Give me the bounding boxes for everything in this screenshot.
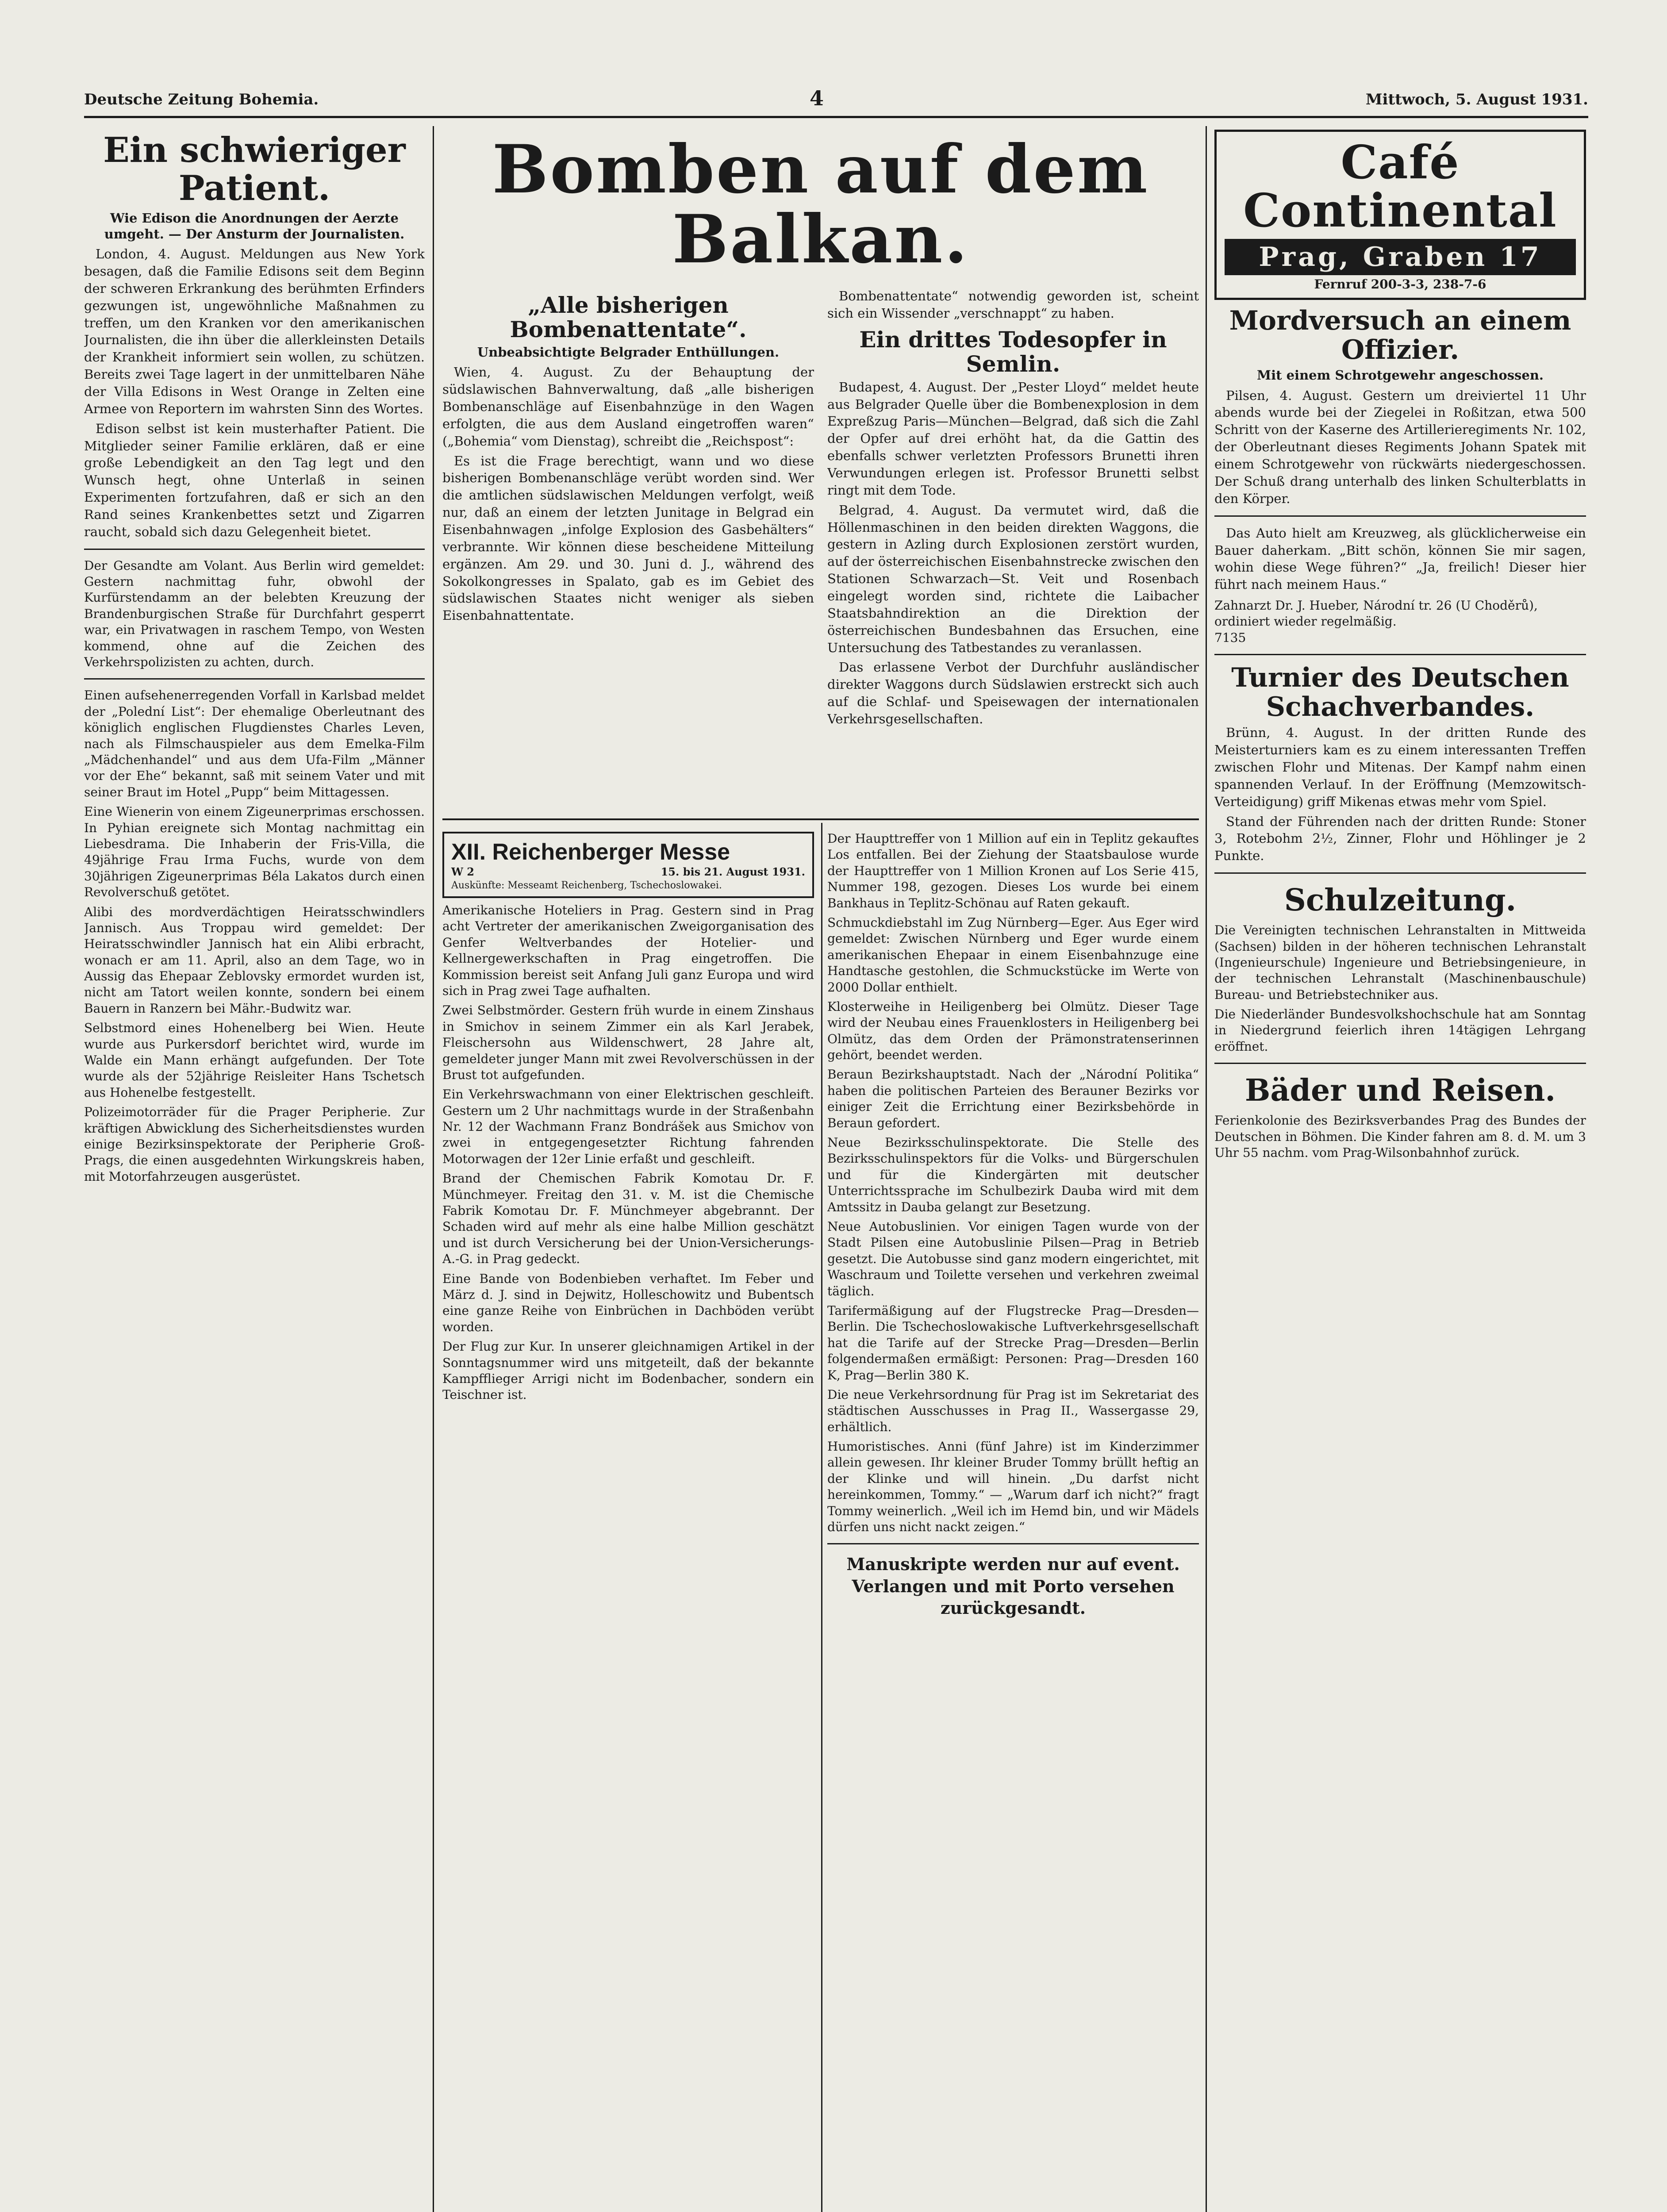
news-item: Die Vereinigten technischen Lehranstalten in Mittweida (Sachsen) bilden in der höheren technischen Lehranstalt (Ingenieurschule) Ingenieure und Betriebsingenieure, in der technischen Lehranstalt (Maschinenbauschule) Bureau- und Betriebstechniker aus. — [1214, 923, 1586, 1002]
header-rule — [84, 116, 1588, 118]
section-heading: Bäder und Reisen. — [1244, 1073, 1556, 1109]
article-subhead: Unbeabsichtigte Belgrader Enthüllungen. — [477, 345, 780, 360]
article-headline: Ein drittes Todesopfer in Semlin. — [859, 326, 1167, 377]
article-paragraph: Belgrad, 4. August. Da vermutet wird, daß die Höllenmaschinen in den beiden direkten Waggons, die gestern in Azling durch Explosionen zerstört wurden, auf der österreichischen Eisenbahnstrecke zwischen den Stationen Schwarzach—St. Veit und Rosenbach eingelegt worden sind, richtete die Laibacher Staatsbahndirektion an die Direktion der österreichischen Bundesbahnen das Ersuchen, eine Untersuchung des Tatbestandes zu veranlassen. — [827, 502, 1199, 655]
cafe-advertisement — [1214, 130, 1586, 300]
dentist-number: 7135 — [1214, 630, 1246, 645]
divider — [1214, 654, 1586, 655]
trade-fair-dates: 15. bis 21. August 1931. — [661, 865, 805, 878]
news-item: Eine Wienerin von einem Zigeunerprimas erschossen. In Pyhian ereignete sich Montag nachmittag ein Liebesdrama. Die Inhaberin der Fris-Villa, die 49jährige Frau Irma Fuchs, wurde von dem 30jährigen Zigeunerprimas Béla Lakatos durch einen Revolverschuß getötet. — [84, 804, 425, 900]
news-item: Neue Bezirksschulinspektorate. Die Stelle des Bezirksschulinspektors für die Volks- und Bürgerschulen und für die Kindergärten mit deutscher Unterrichtssprache im Schulbezirk Dauba wird mit dem Amtssitz in Dauba gelangt zur Besetzung. — [827, 1135, 1199, 1214]
news-item: Ein Verkehrswachmann von einer Elektrischen geschleift. Gestern um 2 Uhr nachmittags wurde in der Straßenbahn Nr. 12 der Wachmann Franz Bondrášek aus Smichov von zwei in entgegengesetzter Richtung fahrenden Motorwagen der 12er Linie erfaßt und geschleift. — [442, 1087, 814, 1166]
article-headline: Mordversuch an einem Offizier. — [1229, 305, 1571, 366]
cafe-name: Café Continental — [1243, 135, 1557, 238]
article-headline: „Alle bisherigen Bombenattentate“. — [510, 292, 747, 342]
page-number: 4 — [810, 86, 824, 110]
news-item: Die Niederländer Bundesvolkshochschule hat am Sonntag in Niedergrund feierlich ihren 14tägigen Lehrgang eröffnet. — [1214, 1007, 1586, 1054]
news-item: Neue Autobuslinien. Vor einigen Tagen wurde von der Stadt Pilsen eine Autobuslinie Pilsen—Prag in Betrieb gesetzt. Die Autobusse sind ganz modern eingerichtet, mit Waschraum und Toilette versehen und verkehren zweimal täglich. — [827, 1219, 1199, 1298]
trade-fair-number: W 2 — [451, 865, 475, 878]
article-paragraph: Das erlassene Verbot der Durchfuhr ausländischer direkter Waggons durch Südslawien erstreckt sich auch auf die Schlaf- und Speisewagen der internationalen Verkehrsgesellschaften. — [827, 660, 1199, 727]
news-item: Beraun Bezirkshauptstadt. Nach der „Národní Politika“ haben die politischen Parteien des Berauner Bezirks vor einiger Zeit die Errichtung einer Bezirksbehörde in Beraun gefordert. — [827, 1067, 1199, 1130]
article-headline-edison: Ein schwieriger Patient. — [103, 130, 406, 208]
news-item: Amerikanische Hoteliers in Prag. Gestern sind in Prag acht Vertreter der amerikanischen Zweigorganisation des Genfer Weltverbandes der Hotelier- und Kellnergewerkschaften in Prag eingetroffen. Die Kommission bereist seit Anfang Juli ganz Europa und wird sich in Prag zwei Tage aufhalten. — [442, 903, 814, 998]
column-2 — [442, 827, 814, 2212]
trade-fair-info: Auskünfte: Messeamt Reichenberg, Tschechoslowakei. — [451, 880, 722, 891]
divider — [1214, 872, 1586, 874]
dentist-text: Zahnarzt Dr. J. Hueber, Národní tr. 26 (U Choděrů), ordiniert wieder regelmäßig. — [1214, 598, 1538, 629]
news-item: Humoristisches. Anni (fünf Jahre) ist im Kinderzimmer allein gewesen. Ihr kleiner Bruder Tommy brüllt heftig an der Klinke und will hinein. „Du darfst nicht hereinkommen, Tommy.“ — „Warum darf ich nicht?“ fragt Tommy weinerlich. „Weil ich im Hemd bin, und wir Mädels dürfen uns nicht nackt zeigen.“ — [827, 1439, 1199, 1535]
column-3 — [827, 827, 1199, 2212]
divider — [84, 678, 425, 680]
news-item: Klosterweihe in Heiligenberg bei Olmütz. Dieser Tage wird der Neubau eines Frauenklosters in Heiligenberg bei Olmütz, das dem Orden der Prämonstratenserinnen gehört, beendet werden. — [827, 999, 1199, 1063]
divider — [1214, 515, 1586, 517]
article-paragraph: Pilsen, 4. August. Gestern um dreiviertel 11 Uhr abends wurde bei der Ziegelei in Roßitzan, etwa 500 Schritt von der Kaserne des Artillerieregiments Nr. 102, der Oberleutnant dieses Regiments Johann Spatek mit einem Schrotgewehr von rückwärts niedergeschossen. Der Schuß drang unterhalb des linken Schulterblatts in den Körper. — [1214, 388, 1586, 506]
cafe-phone: Fernruf 200-3-3, 238-7-6 — [1314, 277, 1486, 292]
article-paragraph: Edison selbst ist kein musterhafter Patient. Die Mitglieder seiner Familie erklären, daß er eine große Lebendigkeit an den Tag legt und den Wunsch hegt, ohne Unterlaß in seinen Experimenten fortzufahren, daß er sich an den Rand seines Krankenbettes setzt und Zigarren raucht, sobald sich dazu Gelegenheit bietet. — [84, 421, 425, 539]
issue-date: Mittwoch, 5. August 1931. — [1365, 91, 1588, 108]
trade-fair-dates-row — [451, 865, 805, 878]
news-item: Der Gesandte am Volant. Aus Berlin wird gemeldet: Gestern nachmittag fuhr, obwohl der Kurfürstendamm an der belebten Kreuzung der Brandenburgischen Straße für Durchfahrt gesperrt war, ein Privatwagen in raschem Tempo, von Westen kommend, ohne auf die Zeichen des Verkehrspolizisten zu achten, durch. — [84, 558, 425, 670]
news-item: Zwei Selbstmörder. Gestern früh wurde in einem Zinshaus in Smichov in seinem Zimmer ein als Karl Jerabek, Fleischersohn aus Wildenschwert, 28 Jahre alt, gemeldeter junger Mann mit zwei Revolverschüssen in der Brust tot aufgefunden. — [442, 1003, 814, 1082]
news-item: Einen aufsehenerregenden Vorfall in Karlsbad meldet der „Polední List“: Der ehemalige Oberleutnant des königlich englischen Flugdienstes Charles Leven, nach als Filmschauspieler aus dem Emelka-Film „Mädchenhandel“ und aus dem Ufa-Film „Männer vor der Ehe“ bekannt, saß mit seinem Vater und mit seiner Braut im Hotel „Pupp“ beim Mittagessen. — [84, 688, 425, 799]
banner-headline: Bomben auf dem Balkan. — [492, 131, 1149, 278]
column-divider — [1206, 126, 1207, 2212]
section-heading: Schulzeitung. — [1284, 883, 1517, 918]
page-header — [84, 86, 1588, 113]
column-1 — [84, 126, 425, 2212]
column-4 — [1214, 126, 1586, 2212]
balkan-col-right — [827, 288, 1199, 730]
news-item: Schmuckdiebstahl im Zug Nürnberg—Eger. Aus Eger wird gemeldet: Zwischen Nürnberg und Eger wurde einem amerikanischen Ehepaar in einem Eisenbahnzuge eine Handtasche gestohlen, die Schmuckstücke im Werte von 2000 Dollar enthielt. — [827, 915, 1199, 995]
balkan-article — [442, 126, 1199, 816]
divider — [827, 1543, 1199, 1544]
news-item: Die neue Verkehrsordnung für Prag ist im Sekretariat des städtischen Ausschusses in Prag II., Wassergasse 29, erhältlich. — [827, 1387, 1199, 1434]
manuscript-notice: Manuskripte werden nur auf event. Verlangen und mit Porto versehen zurückgesandt. — [846, 1554, 1180, 1618]
cafe-address: Prag, Graben 17 — [1225, 239, 1576, 275]
divider — [84, 549, 425, 550]
dentist-notice — [1214, 598, 1586, 646]
article-paragraph: Es ist die Frage berechtigt, wann und wo diese bisherigen Bombenanschläge verübt worden sind. Wer die amtlichen südslawischen Meldungen verfolgt, weiß nur, daß an einem der letzten Junitage in Belgrad ein Eisenbahnwagen „infolge Explosion des Gasbehälters“ verbrannte. Wir können diese bescheidene Mitteilung ergänzen. Am 29. und 30. Juni d. J., während des Sokolkongresses in Spalato, gab es im Gebiet des südslawischen Staates nicht weniger als sieben Eisenbahnattentate. — [442, 453, 814, 623]
article-paragraph: Stand der Führenden nach der dritten Runde: Stoner 3, Rotebohm 2½, Zinner, Flohr und Höhlinger je 2 Punkte. — [1214, 814, 1586, 864]
article-paragraph: Wien, 4. August. Zu der Behauptung der südslawischen Bahnverwaltung, daß „alle bisherigen Bombenanschläge auf Eisenbahnzüge in den Wagen erfolgten, die aus dem Ausland eingetroffen waren“ („Bohemia“ vom Dienstag), schreibt die „Reichspost“: — [442, 365, 814, 449]
article-paragraph: Das Auto hielt am Kreuzweg, als glücklicherweise ein Bauer daherkam. „Bitt schön, können Sie mir sagen, wohin diese Wege führen?“ „Ja, freilich! Dieser hier führt nach meinem Haus.“ — [1214, 525, 1586, 592]
balkan-col-left — [442, 288, 814, 730]
article-paragraph: Bombenattentate“ notwendig geworden ist, scheint sich ein Wissender „verschnappt“ zu haben. — [827, 288, 1199, 321]
news-item: Brand der Chemischen Fabrik Komotau Dr. F. Münchmeyer. Freitag den 31. v. M. ist die Chemische Fabrik Komotau Dr. F. Münchmeyer abgebrannt. Der Schaden wird auf mehr als eine halbe Million geschätzt und ist durch Versicherung bei der Union-Versicherungs-A.-G. in Prag gedeckt. — [442, 1171, 814, 1267]
article-paragraph: London, 4. August. Meldungen aus New York besagen, daß die Familie Edisons seit dem Beginn der schweren Erkrankung des berühmten Erfinders gezwungen ist, ungewöhnliche Maßnahmen zu treffen, um den Kranken vor den amerikanischen Journalisten, die ihn über die allerkleinsten Details der Krankheit informiert sein wollen, zu schützen. Bereits zwei Tage lagert in der unmittelbaren Nähe der Villa Edisons in West Orange in Zelten eine Armee von Reportern im wahrsten Sinn des Wortes. — [84, 246, 425, 416]
news-item: Eine Bande von Bodenbieben verhaftet. Im Feber und März d. J. sind in Dejwitz, Holleschowitz und Bubentsch eine ganze Reihe von Einbrüchen in Dachböden verübt worden. — [442, 1271, 814, 1334]
section-rule — [442, 818, 1199, 820]
news-item: Tarifermäßigung auf der Flugstrecke Prag—Dresden—Berlin. Die Tschechoslowakische Luftverkehrsgesellschaft hat die Tarife auf der Strecke Prag—Dresden—Berlin folgendermaßen ermäßigt: Personen: Prag—Dresden 160 K, Prag—Berlin 380 K. — [827, 1303, 1199, 1382]
news-item: Selbstmord eines Hohenelberg bei Wien. Heute wurde aus Purkersdorf berichtet wird, wurde im Walde ein Mann erhängt aufgefunden. Der Tote wurde als der 52jährige Reisleiter Hans Tschetsch aus Hohenelbe festgestellt. — [84, 1021, 425, 1100]
news-item: Polizeimotorräder für die Prager Peripherie. Zur kräftigen Abwicklung des Sicherheitsdienstes wurden einige Bezirksinspektorate der Peripherie Groß-Prags, die einen ausgedehnten Wirkungskreis haben, mit Motorfahrzeugen ausgerüstet. — [84, 1105, 425, 1184]
news-item: Der Flug zur Kur. In unserer gleichnamigen Artikel in der Sonntagsnummer wird uns mitgeteilt, daß der bekannte Kampfflieger Arrigi nicht im Bodenbacher, sondern ein Teischner ist. — [442, 1339, 814, 1402]
article-subhead: Mit einem Schrotgewehr angeschossen. — [1257, 368, 1544, 383]
news-item: Ferienkolonie des Bezirksverbandes Prag des Bundes der Deutschen in Böhmen. Die Kinder fahren am 8. d. M. um 3 Uhr 55 nachm. vom Prag-Wilsonbahnhof zurück. — [1214, 1113, 1586, 1160]
newspaper-name: Deutsche Zeitung Bohemia. — [84, 91, 319, 108]
column-divider — [433, 126, 434, 2212]
article-headline: Turnier des Deutschen Schachverbandes. — [1231, 662, 1569, 723]
article-subhead: Wie Edison die Anordnungen der Aerzte umgeht. — Der Ansturm der Journalisten. — [104, 210, 405, 242]
trade-fair-title: XII. Reichenberger Messe — [451, 839, 730, 865]
article-paragraph: Brünn, 4. August. In der dritten Runde des Meisterturniers kam es zu einem interessanten Treffen zwischen Flohr und Mitenas. Der Kampf nahm einen spannenden Verlauf. In der Eröffnung (Memzowitsch-Verteidigung) griff Mikenas etwas mehr vom Spiel. — [1214, 725, 1586, 809]
divider — [1214, 1063, 1586, 1064]
column-divider — [821, 823, 822, 2212]
trade-fair-ad — [442, 832, 814, 898]
article-paragraph: Budapest, 4. August. Der „Pester Lloyd“ meldet heute aus Belgrader Quelle über die Bombenexplosion in dem Expreßzug Paris—München—Belgrad, daß sich die Zahl der Opfer auf drei erhöht hat, da die Gattin des ebenfalls schwer verletzten Professors Brunetti ihren Verwundungen erlegen ist. Professor Brunetti selbst ringt mit dem Tode. — [827, 379, 1199, 498]
news-item: Alibi des mordverdächtigen Heiratsschwindlers Jannisch. Aus Troppau wird gemeldet: Der Heiratsschwindler Jannisch hat ein Alibi erbracht, wonach er am 11. April, also an dem Tage, wo in Aussig das Ehepaar Zeblovsky ermordet wurden ist, nicht am Tatort weilen konnte, sondern bei einem Bauern in Ranzern bei Mähr.-Budwitz war. — [84, 904, 425, 1016]
news-item: Der Haupttreffer von 1 Million auf ein in Teplitz gekauftes Los entfallen. Bei der Ziehung der Staatsbaulose wurde der Haupttreffer von 1 Million Kronen auf Los Serie 415, Nummer 198, gezogen. Dieses Los wurde bei einem Bankhaus in Teplitz-Schönau auf Raten gekauft. — [827, 831, 1199, 910]
